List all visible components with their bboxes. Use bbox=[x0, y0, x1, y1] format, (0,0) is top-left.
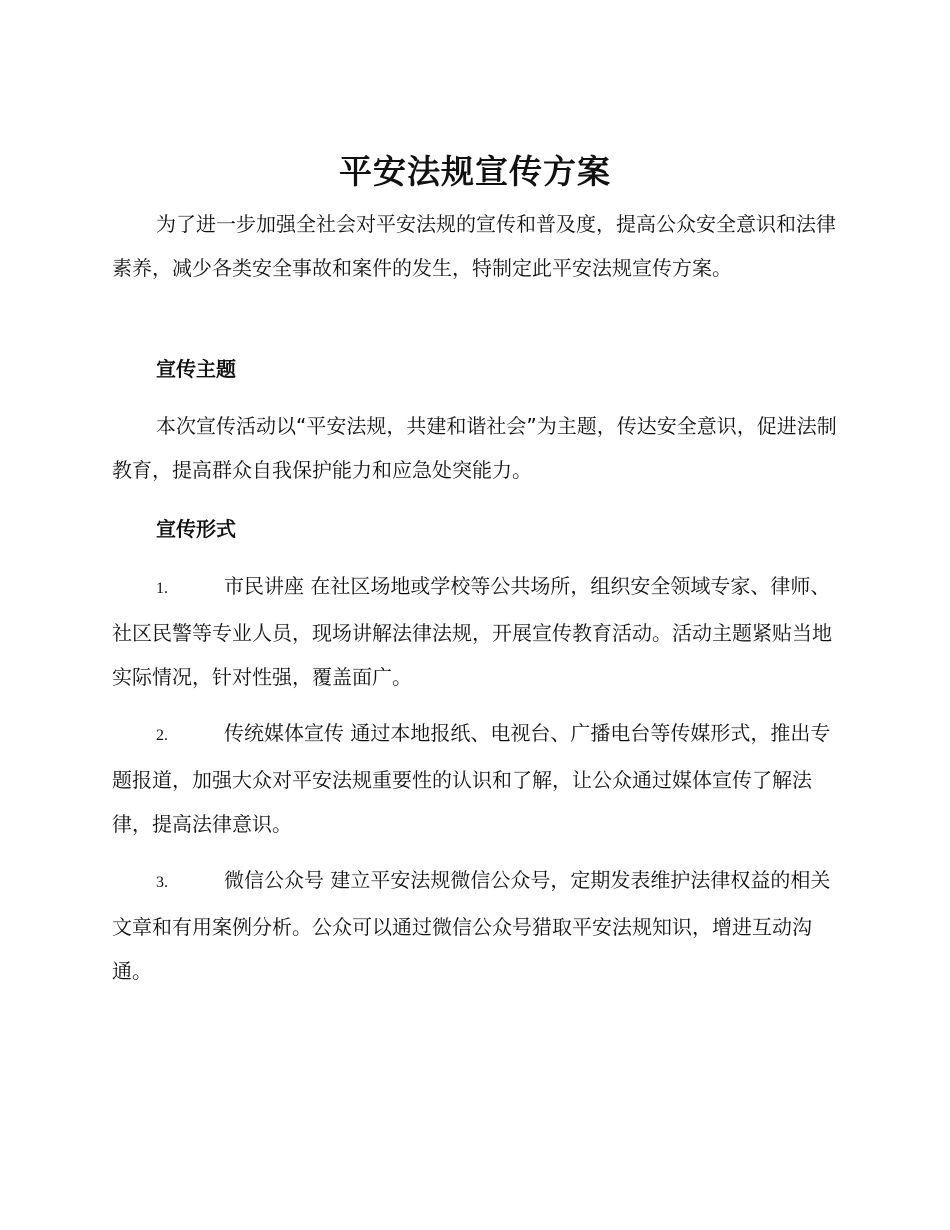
section-heading-theme: 宣传主题 bbox=[156, 357, 236, 381]
list-item bbox=[112, 858, 840, 993]
list-item-number: 1. bbox=[156, 580, 168, 597]
list-item-number: 3. bbox=[156, 874, 168, 891]
list-item-text: 市民讲座 在社区场地或学校等公共场所，组织安全领域专家、律师、社区民警等专业人员，现场讲解法律法规，开展宣传教育活动。活动主题紧贴当地实际情况，针对性强，覆盖面广。 bbox=[112, 574, 832, 689]
list-item-text: 微信公众号 建立平安法规微信公众号，定期发表维护法律权益的相关文章和有用案例分析。公众可以通过微信公众号猎取平安法规知识，增进互动沟通。 bbox=[112, 868, 831, 983]
list-item-text: 传统媒体宣传 通过本地报纸、电视台、广播电台等传媒形式，推出专题报道，加强大众对平安法规重要性的认识和了解，让公众通过媒体宣传了解法律，提高法律意识。 bbox=[112, 721, 831, 836]
theme-paragraph: 本次宣传活动以“平安法规，共建和谐社会”为主题，传达安全意识，促进法制教育，提高群众自我保护能力和应急处突能力。 bbox=[112, 414, 837, 482]
list-item bbox=[112, 564, 840, 699]
list-item-number: 2. bbox=[156, 727, 168, 744]
list-item bbox=[112, 711, 840, 846]
intro-paragraph: 为了进一步加强全社会对平安法规的宣传和普及度，提高公众安全意识和法律素养，减少各类安全事故和案件的发生，特制定此平安法规宣传方案。 bbox=[112, 212, 836, 280]
section-heading-forms: 宣传形式 bbox=[156, 517, 236, 541]
document-title: 平安法规宣传方案 bbox=[339, 152, 611, 191]
